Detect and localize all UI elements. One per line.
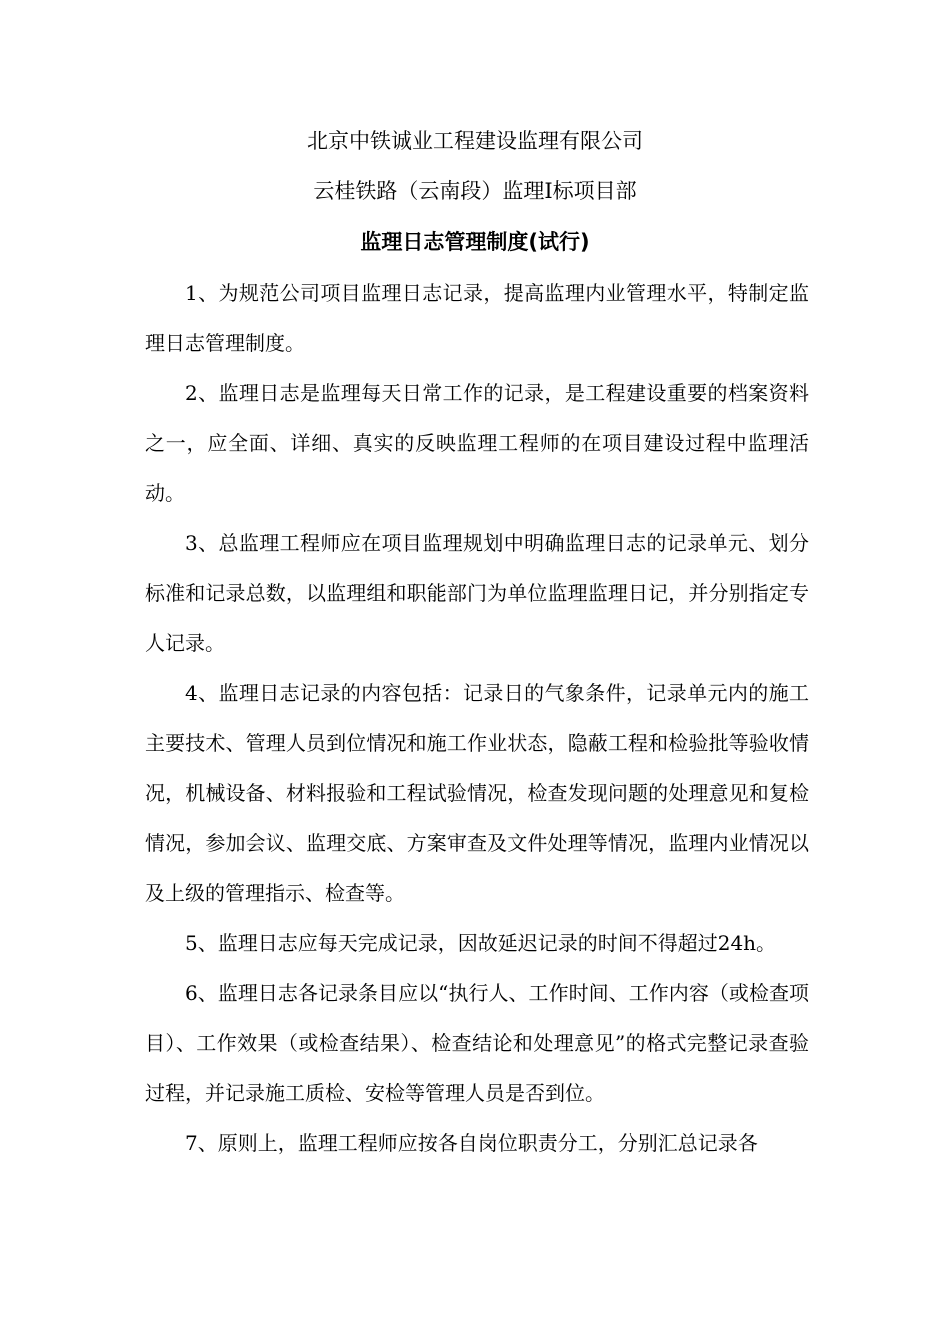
paragraph-6: 6、监理日志各记录条目应以“执行人、工作时间、工作内容（或检查项目）、工作效果（或检查结果）、检查结论和处理意见”的格式完整记录查验过程，并记录施工质检、安检等管理人员是否到位。 — [145, 981, 809, 1105]
company-name: 北京中铁诚业工程建设监理有限公司 — [307, 129, 643, 153]
project-name: 云桂铁路（云南段）监理I标项目部 — [313, 179, 637, 203]
document-body — [145, 268, 809, 1168]
paragraph-4: 4、监理日志记录的内容包括：记录日的气象条件，记录单元内的施工主要技术、管理人员到位情况和施工作业状态，隐蔽工程和检验批等验收情况，机械设备、材料报验和工程试验情况，检查发现问题的处理意见和复检情况，参加会议、监理交底、方案审查及文件处理等情况，监理内业情况以及上级的管理指示、检查等。 — [145, 681, 809, 905]
paragraph-7: 7、原则上，监理工程师应按各自岗位职责分工，分别汇总记录各 — [185, 1131, 758, 1155]
paragraph-3: 3、总监理工程师应在项目监理规划中明确监理日志的记录单元、划分标准和记录总数，以监理组和职能部门为单位监理监理日记，并分别指定专人记录。 — [145, 531, 809, 655]
paragraph-2: 2、监理日志是监理每天日常工作的记录，是工程建设重要的档案资料之一，应全面、详细、真实的反映监理工程师的在项目建设过程中监理活动。 — [145, 381, 809, 505]
document-title: 监理日志管理制度(试行) — [360, 230, 590, 254]
paragraph-5: 5、监理日志应每天完成记录，因故延迟记录的时间不得超过24h。 — [185, 931, 777, 955]
paragraph-1: 1、为规范公司项目监理日志记录，提高监理内业管理水平，特制定监理日志管理制度。 — [145, 281, 809, 355]
